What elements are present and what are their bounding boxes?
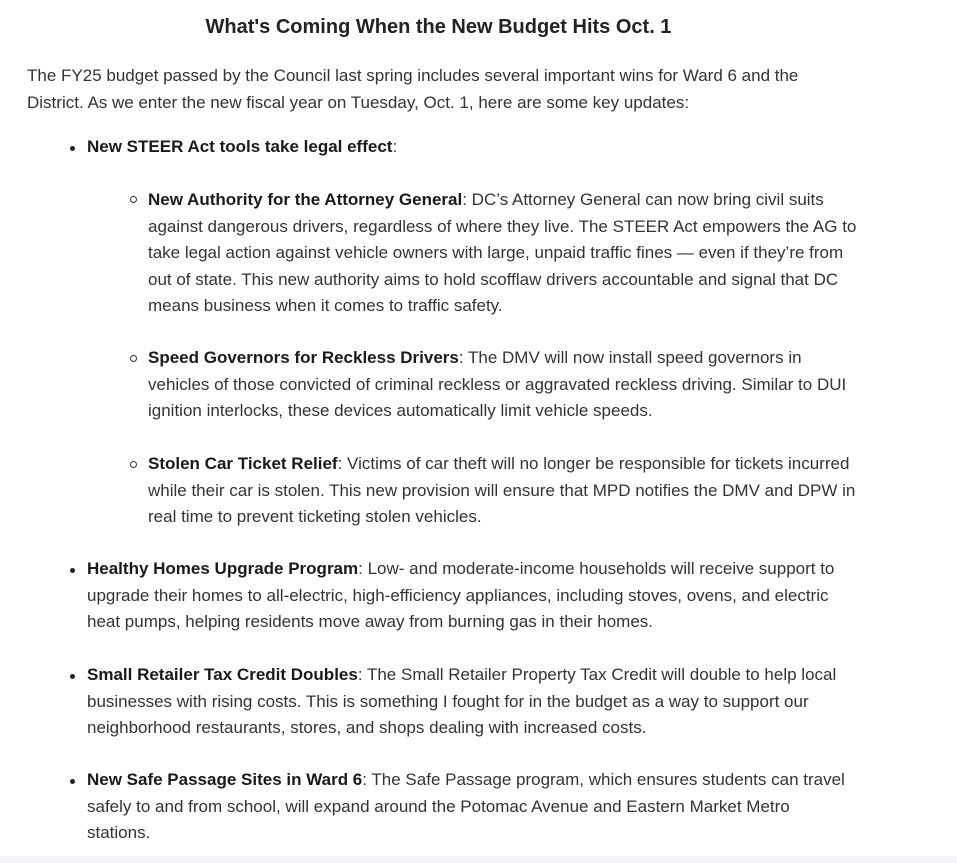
bullet-circle-icon (130, 355, 137, 362)
subitem-text: : DC’s Attorney General can now bring civil suits against dangerous drivers, regardless of where they live. The STEER Act empowers the AG to take legal action against vehicle owners with large, unpaid traffic fines — even if they’re from out of state. This new authority aims to hold scofflaw drivers accountable and signal that DC means business when it comes to traffic safety. (148, 190, 857, 315)
update-item-small-retailer (87, 662, 857, 742)
bullet-disc-icon (70, 779, 75, 784)
bullet-disc-icon (70, 674, 75, 679)
update-item-safe-passage (87, 767, 857, 847)
subitem-speed-governors (148, 345, 858, 425)
subitem-attorney-general (148, 187, 858, 320)
subitem-text: : Victims of car theft will no longer be responsible for tickets incurred while their car is stolen. This new provision will ensure that MPD notifies the DMV and DPW in real time to prevent ticketing stolen vehicles. (148, 454, 856, 526)
update-item-steer-act (87, 134, 857, 161)
article-intro: The FY25 budget passed by the Council last spring includes several important wins for Ward 6 and the District. As we enter the new fiscal year on Tuesday, Oct. 1, here are some key updates: (27, 66, 799, 112)
bullet-circle-icon (130, 461, 137, 468)
update-heading: Healthy Homes Upgrade Program (87, 559, 359, 578)
subitem-heading: New Authority for the Attorney General (148, 190, 463, 209)
update-text: : (392, 137, 398, 156)
bullet-disc-icon (70, 146, 75, 151)
update-text: : The Small Retailer Property Tax Credit will double to help local businesses with rising costs. This is something I fought for in the budget as a way to support our neighborhood restaurants, stores, and shops dealing with increased costs. (87, 665, 837, 737)
page-bottom-edge (0, 856, 957, 863)
update-heading: Small Retailer Tax Credit Doubles (87, 665, 358, 684)
bullet-circle-icon (130, 196, 137, 203)
update-item-healthy-homes (87, 556, 857, 636)
subitem-stolen-car-relief (148, 451, 858, 531)
subitem-heading: Speed Governors for Reckless Drivers (148, 348, 459, 367)
update-text: : The Safe Passage program, which ensures students can travel safely to and from school, will expand around the Potomac Avenue and Eastern Market Metro stations. (87, 770, 845, 842)
update-text: : Low- and moderate-income households will receive support to upgrade their homes to all-electric, high-efficiency appliances, including stoves, ovens, and electric heat pumps, helping residents move away from burning gas in their homes. (87, 559, 835, 631)
update-heading: New STEER Act tools take legal effect (87, 137, 393, 156)
bullet-disc-icon (70, 568, 75, 573)
article-title: What's Coming When the New Budget Hits Oct. 1 (205, 16, 672, 38)
update-heading: New Safe Passage Sites in Ward 6 (87, 770, 363, 789)
subitem-text: : The DMV will now install speed governors in vehicles of those convicted of criminal reckless or aggravated reckless driving. Similar to DUI ignition interlocks, these devices automatically limit vehicle speeds. (148, 348, 847, 420)
subitem-heading: Stolen Car Ticket Relief (148, 454, 338, 473)
